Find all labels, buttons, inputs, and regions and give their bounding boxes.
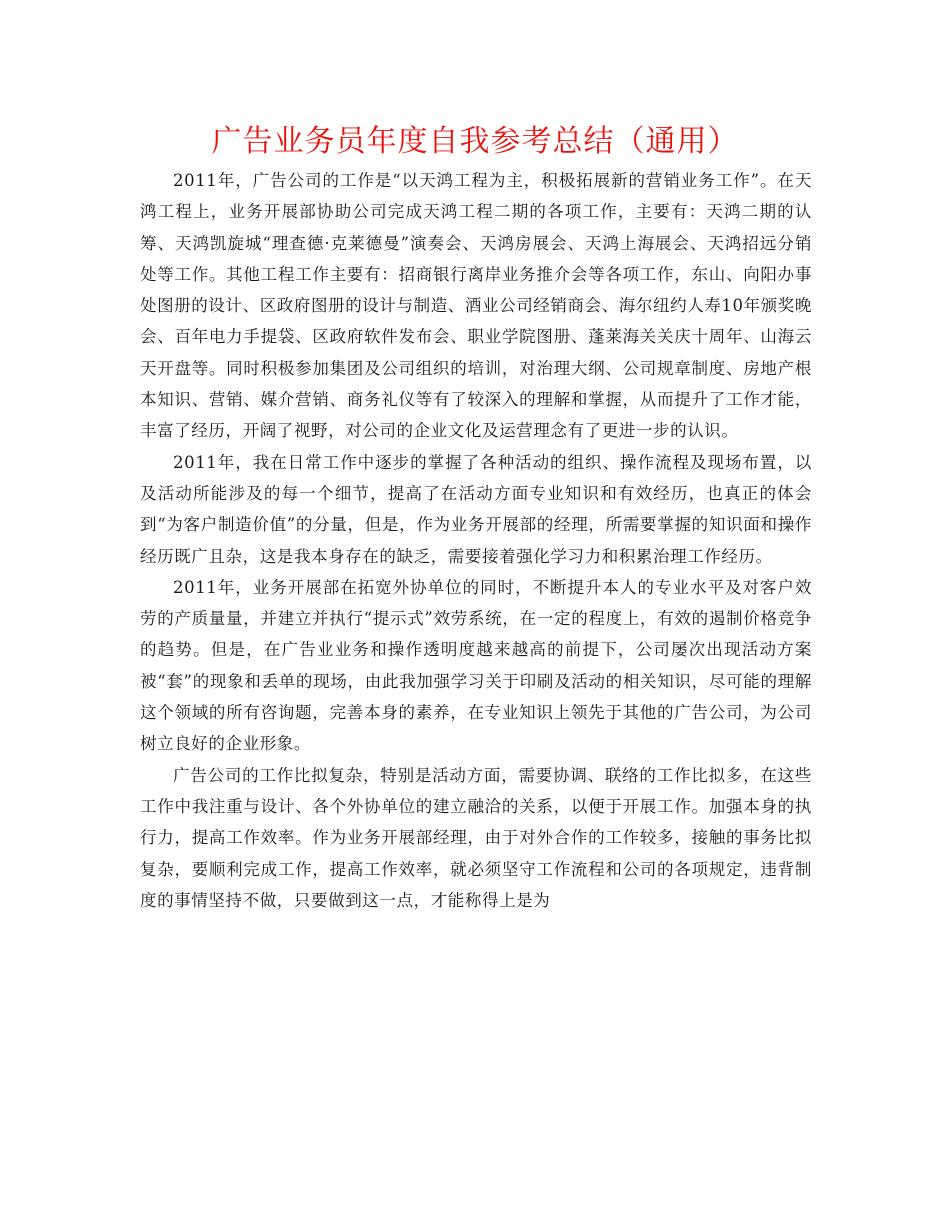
paragraph-3: 2011年，业务开展部在拓宽外协单位的同时，不断提升本人的专业水平及对客户效劳的产质量量，并建立并执行“提示式”效劳系统，在一定的程度上，有效的遏制价格竞争的趋势。但是，在广告业业务和操作透明度越来越高的前提下，公司屡次出现活动方案被“套”的现象和丢单的现场，由此我加强学习关于印刷及活动的相关知识，尽可能的理解这个领域的所有咨询题，完善本身的素养，在专业知识上领先于其他的广告公司，为公司树立良好的企业形象。	[140, 577, 812, 754]
paragraph-4: 广告公司的工作比拟复杂，特别是活动方面，需要协调、联络的工作比拟多，在这些工作中我注重与设计、各个外协单位的建立融洽的关系，以便于开展工作。加强本身的执行力，提高工作效率。作为业务开展部经理，由于对外合作的工作较多，接触的事务比拟复杂，要顺利完成工作，提高工作效率，就必须坚守工作流程和公司的各项规定，违背制度的事情坚持不做，只要做到这一点，才能称得上是为	[140, 765, 812, 910]
paragraph-1: 2011年，广告公司的工作是“以天鸿工程为主，积极拓展新的营销业务工作”。在天鸿工程上，业务开展部协助公司完成天鸿工程二期的各项工作，主要有：天鸿二期的认筹、天鸿凯旋城“理查德·克莱德曼”演奏会、天鸿房展会、天鸿上海展会、天鸿招远分销处等工作。其他工程工作主要有：招商银行离岸业务推介会等各项工作，东山、向阳办事处图册的设计、区政府图册的设计与制造、酒业公司经销商会、海尔纽约人寿10年颁奖晚会、百年电力手提袋、区政府软件发布会、职业学院图册、蓬莱海关关庆十周年、山海云天开盘等。同时积极参加集团及公司组织的培训，对治理大纲、公司规章制度、房地产根本知识、营销、媒介营销、商务礼仪等有了较深入的理解和掌握，从而提升了工作才能，丰富了经历，开阔了视野，对公司的企业文化及运营理念有了更进一步的认识。	[140, 171, 812, 441]
document-body	[140, 165, 812, 916]
paragraph-2: 2011年，我在日常工作中逐步的掌握了各种活动的组织、操作流程及现场布置，以及活动所能涉及的每一个细节，提高了在活动方面专业知识和有效经历，也真正的体会到“为客户制造价值”的分量，但是，作为业务开展部的经理，所需要掌握的知识面和操作经历既广且杂，这是我本身存在的缺乏，需要接着强化学习力和积累治理工作经历。	[140, 452, 812, 566]
document-title: 广告业务员年度自我参考总结（通用）	[211, 124, 739, 159]
